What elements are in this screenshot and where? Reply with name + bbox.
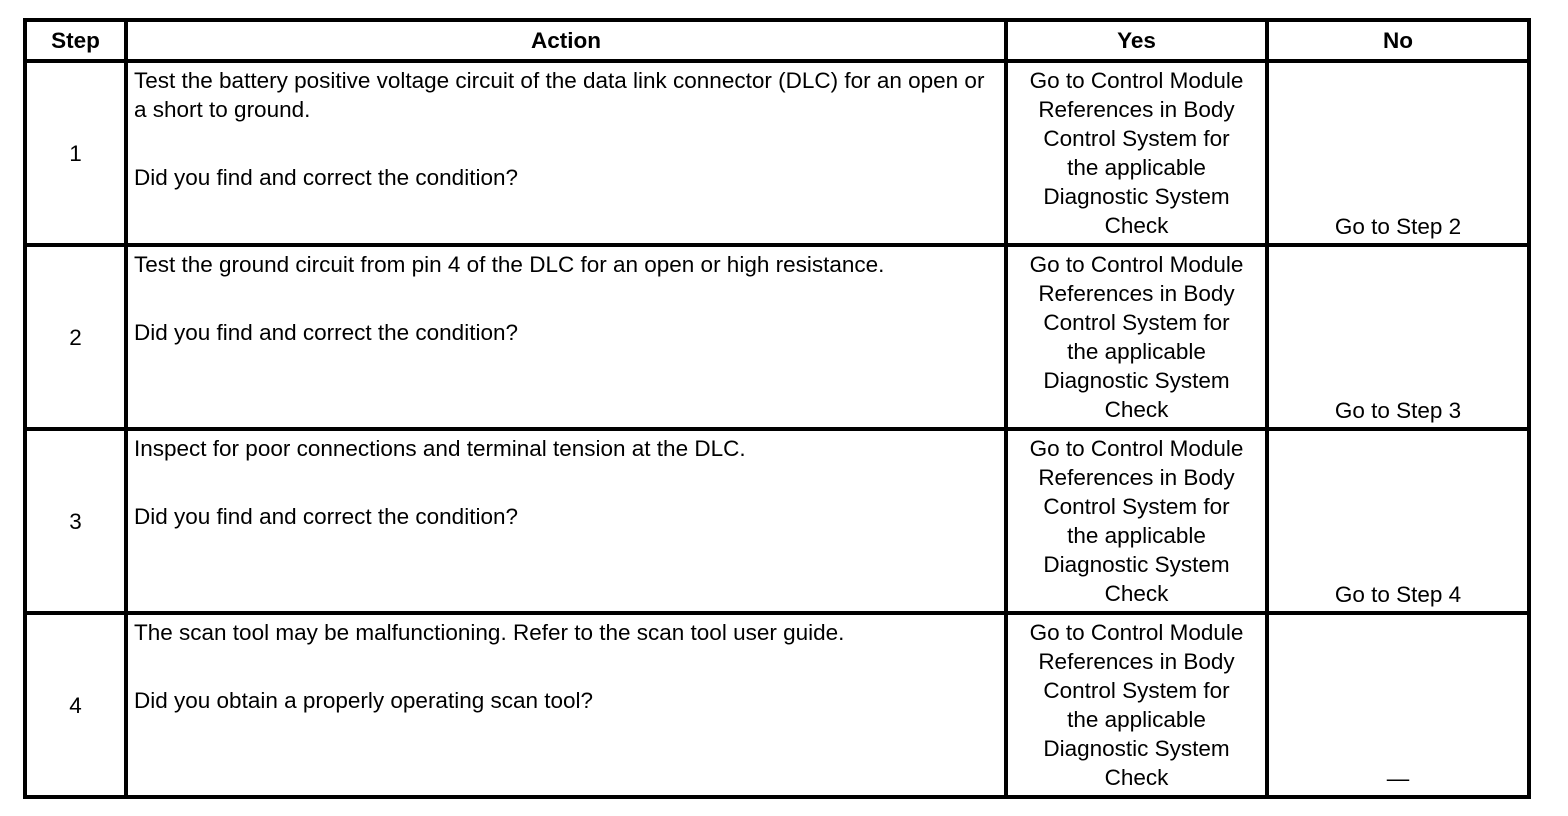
header-action: Action: [126, 20, 1006, 61]
table-row: [25, 613, 1529, 797]
diagnostic-table: [23, 18, 1531, 799]
header-yes: Yes: [1006, 20, 1267, 61]
action-cell: [126, 613, 1006, 797]
yes-line: Go to Control Module: [1029, 68, 1244, 93]
yes-cell: [1006, 429, 1267, 613]
yes-line: References in Body: [1038, 97, 1235, 122]
action-question: Did you find and correct the condition?: [134, 320, 518, 345]
step-number: 2: [25, 245, 126, 429]
yes-line: Go to Control Module: [1029, 620, 1244, 645]
action-text: Test the ground circuit from pin 4 of the DLC for an open or high resistance.: [134, 252, 885, 277]
yes-line: References in Body: [1038, 281, 1235, 306]
table-row: [25, 429, 1529, 613]
yes-line: the applicable: [1067, 707, 1206, 732]
yes-line: Control System for: [1043, 126, 1230, 151]
action-text: The scan tool may be malfunctioning. Refer to the scan tool user guide.: [134, 620, 845, 645]
yes-line: Check: [1104, 397, 1169, 422]
yes-line: Control System for: [1043, 310, 1230, 335]
yes-line: Check: [1104, 765, 1169, 790]
step-number: 1: [25, 61, 126, 245]
action-text: Inspect for poor connections and terminal tension at the DLC.: [134, 436, 746, 461]
yes-line: Go to Control Module: [1029, 436, 1244, 461]
yes-line: Diagnostic System: [1043, 368, 1230, 393]
table-row: [25, 61, 1529, 245]
yes-line: the applicable: [1067, 155, 1206, 180]
yes-line: Control System for: [1043, 494, 1230, 519]
action-cell: [126, 61, 1006, 245]
yes-line: References in Body: [1038, 649, 1235, 674]
yes-line: Diagnostic System: [1043, 552, 1230, 577]
table-row: [25, 245, 1529, 429]
header-row: [25, 20, 1529, 61]
yes-cell: [1006, 61, 1267, 245]
step-number: 4: [25, 613, 126, 797]
yes-line: Diagnostic System: [1043, 184, 1230, 209]
no-cell: Go to Step 2: [1267, 61, 1529, 245]
yes-line: References in Body: [1038, 465, 1235, 490]
action-question: Did you obtain a properly operating scan tool?: [134, 688, 594, 713]
yes-cell: [1006, 245, 1267, 429]
no-cell: Go to Step 3: [1267, 245, 1529, 429]
yes-line: the applicable: [1067, 523, 1206, 548]
action-cell: [126, 429, 1006, 613]
yes-cell: [1006, 613, 1267, 797]
no-cell: —: [1267, 613, 1529, 797]
yes-line: Check: [1104, 213, 1169, 238]
yes-line: Check: [1104, 581, 1169, 606]
no-cell: Go to Step 4: [1267, 429, 1529, 613]
yes-line: the applicable: [1067, 339, 1206, 364]
step-number: 3: [25, 429, 126, 613]
yes-line: Diagnostic System: [1043, 736, 1230, 761]
yes-line: Go to Control Module: [1029, 252, 1244, 277]
action-cell: [126, 245, 1006, 429]
action-question: Did you find and correct the condition?: [134, 504, 518, 529]
action-question: Did you find and correct the condition?: [134, 165, 518, 190]
header-step: Step: [25, 20, 126, 61]
action-text: Test the battery positive voltage circuit of the data link connector (DLC) for an open or a short to ground.: [134, 68, 985, 122]
yes-line: Control System for: [1043, 678, 1230, 703]
header-no: No: [1267, 20, 1529, 61]
